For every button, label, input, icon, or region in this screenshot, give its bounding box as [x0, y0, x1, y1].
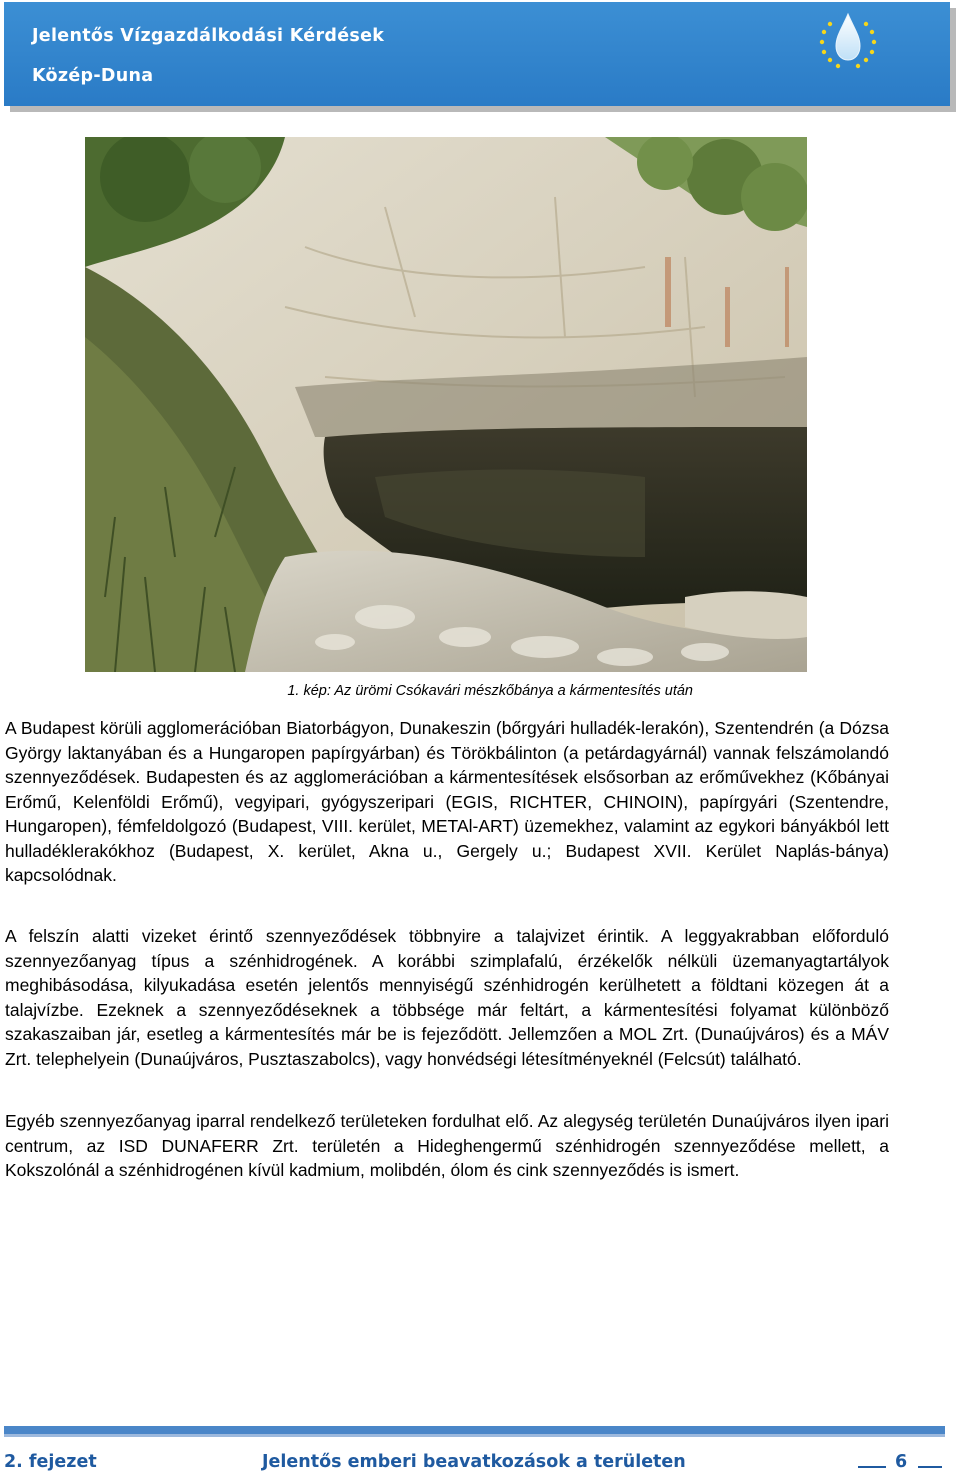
eu-water-drop-logo-icon: [812, 10, 884, 74]
page-number: 6: [895, 1452, 908, 1472]
header-title: Jelentős Vízgazdálkodási Kérdések: [32, 26, 385, 46]
header-subtitle: Közép-Duna: [32, 66, 154, 86]
footer-dash-right: [918, 1466, 942, 1468]
quarry-illustration: [85, 137, 807, 672]
paragraph-2: A felszín alatti vizeket érintő szennyeződések többnyire a talajvizet érintik. A leggyakrabban előforduló szennyezőanyag típus a szénhidrogének. A korábbi szimplafalú, érzékelők nélküli üzemanyagtartályok meghibásodása, kilyukadása esetén jelentős mennyiségű szénhidrogén kerülhetett a földtani közegen át a talajvízbe. Ezeknek a szennyeződéseknek a többsége már feltárt, a kármentesítési folyamat különböző szakaszaiban jár, esetleg a kármentesítés már be is fejeződött. Jellemzően a MOL Zrt. (Dunaújváros) és a MÁV Zrt. telephelyein (Dunaújváros, Pusztaszabolcs), vagy honvédségi létesítményeknél (Felcsút) található.: [5, 926, 889, 1069]
paragraph-3: Egyéb szennyezőanyag iparral rendelkező területeken fordulhat elő. Az alegység területén Dunaújváros ilyen ipari centrum, az ISD DUNAFERR Zrt. területén a Hideghengermű szénhidrogén szennyeződése mellett, a Kokszolónál a szénhidrogénen kívül kadmium, molibdén, ólom és cink szennyeződés is ismert.: [5, 1111, 889, 1180]
footer-title: Jelentős emberi beavatkozások a területen: [262, 1452, 686, 1472]
page-header: [4, 2, 950, 106]
paragraph-1: A Budapest körüli agglomerációban Biatorbágyon, Dunakeszin (bőrgyári hulladék-lerakón), Szentendrén (a Dózsa György laktanyában és a Hungaropen papírgyárban) és Törökbálinton (a petárdagyárnál) vannak felszámolandó szennyeződések. Budapesten és az agglomerációban a kármentesítések elsősorban az erőművekhez (Kőbányai Erőmű, Kelenföldi Erőmű), vegyipari, gyógyszeripari (EGIS, RICHTER, CHINOIN), papírgyári (Szentendre, Hungaropen), fémfeldolgozó (Budapest, VIII. kerület, METAl-ART) üzemekhez, valamint az egykori bányákból lett hulladéklerakókhoz (Budapest, X. kerület, Akna u., Gergely u.; Budapest XVII. Kerület Naplás-bánya) kapcsolódnak.: [5, 718, 889, 885]
figure-caption: 1. kép: Az ürömi Csókavári mészkőbánya a kármentesítés után: [287, 683, 693, 699]
footer-chapter: 2. fejezet: [4, 1452, 97, 1472]
footer-dash-left: [858, 1466, 886, 1468]
quarry-photo: [85, 137, 807, 672]
footer-rule: [4, 1426, 945, 1437]
